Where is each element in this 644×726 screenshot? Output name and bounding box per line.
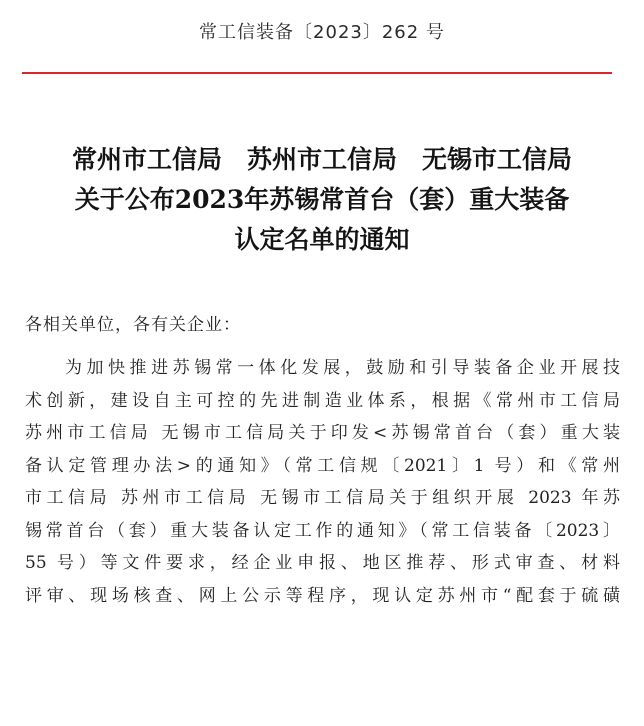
body-line: 苏州市工信局 无锡市工信局关于印发<苏锡常首台（套）重大装 <box>25 423 620 443</box>
body-line: 锡常首台（套）重大装备认定工作的通知》（常工信装备〔2023〕 <box>25 520 620 541</box>
body-text <box>25 352 620 612</box>
title-line-1: 常州市工信局 苏州市工信局 无锡市工信局 <box>71 145 572 174</box>
body-line: 为加快推进苏锡常一体化发展，鼓励和引导装备企业开展技 <box>65 358 620 378</box>
body-line: 55 号）等文件要求，经企业申报、地区推荐、形式审查、材料 <box>25 553 620 573</box>
body-line: 备认定管理办法>的通知》（常工信规〔2021〕1 号）和《常州 <box>25 455 620 476</box>
body-line: 评审、现场核查、网上公示等程序，现认定苏州市“配套于硫磺 <box>25 585 620 606</box>
title-line-2: 关于公布2023年苏锡常首台（套）重大装备 <box>74 185 570 214</box>
red-header-rule <box>22 72 612 74</box>
body-line: 术创新，建设自主可控的先进制造业体系，根据《常州市工信局 <box>25 390 620 411</box>
document-number: 常工信装备〔2023〕262 号 <box>199 22 445 43</box>
document-title <box>0 140 644 260</box>
body-line: 市工信局 苏州市工信局 无锡市工信局关于组织开展 2023 年苏 <box>25 488 620 508</box>
title-line-3: 认定名单的通知 <box>234 225 410 254</box>
salutation: 各相关单位，各有关企业： <box>25 315 241 335</box>
